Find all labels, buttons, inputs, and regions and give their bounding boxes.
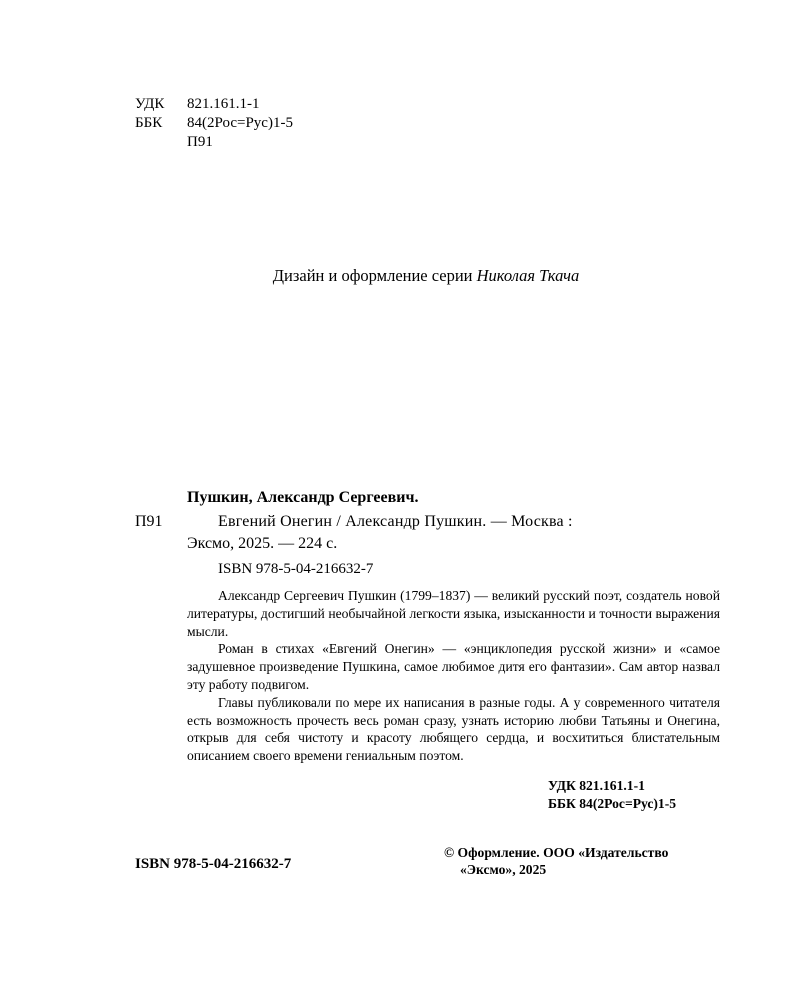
title-line-2: Эксмо, 2025. — 224 с.	[187, 535, 338, 552]
udk-bottom: УДК 821.161.1-1	[548, 778, 645, 793]
annotation-paragraph: Главы публиковали по мере их написания в разные годы. А у современного читателя есть возможность прочесть весь роман сразу, узнать историю любви Татьяны и Онегина, открыв для себя чистоту и красоту любящего сердца, и восхититься блистательным описанием своего времени гениальным поэтом.	[187, 694, 720, 764]
isbn-inner: ISBN 978-5-04-216632-7	[218, 561, 374, 577]
bbk-bottom: ББК 84(2Рос=Рус)1-5	[548, 796, 677, 811]
annotation-paragraph: Александр Сергеевич Пушкин (1799–1837) — великий русский поэт, создатель новой литературы, достигший необычайной легкости языка, изысканности и точности выражения мысли.	[187, 588, 720, 639]
annotation	[187, 587, 720, 765]
bbk-value: 84(2Рос=Рус)1-5	[187, 115, 293, 131]
author-mark: П91	[135, 513, 163, 530]
isbn-bottom: ISBN 978-5-04-216632-7	[135, 856, 292, 872]
annotation-paragraph: Роман в стихах «Евгений Онегин» — «энциклопедия русской жизни» и «самое задушевное произведение Пушкина, самое любимое дитя его фантазии». Сам автор назвал эту работу подвигом.	[187, 641, 720, 692]
bbk-line	[135, 114, 293, 133]
copyright-line-1: © Оформление. ООО «Издательство	[444, 845, 669, 860]
designer-name: Николая Ткача	[476, 266, 580, 285]
udk-line	[135, 95, 260, 114]
author-heading: Пушкин, Александр Сергеевич.	[187, 489, 419, 506]
udk-value: 821.161.1-1	[187, 96, 260, 112]
design-credit-text: Дизайн и оформление серии	[272, 266, 473, 285]
udk-label: УДК	[135, 96, 165, 112]
design-credit	[0, 266, 800, 286]
copyright	[444, 844, 720, 878]
bbk-label: ББК	[135, 115, 163, 131]
author-mark-top: П91	[187, 134, 213, 150]
copyright-line-2: «Эксмо», 2025	[460, 862, 547, 877]
title-line-1: Евгений Онегин / Александр Пушкин. — Москва :	[218, 513, 573, 530]
